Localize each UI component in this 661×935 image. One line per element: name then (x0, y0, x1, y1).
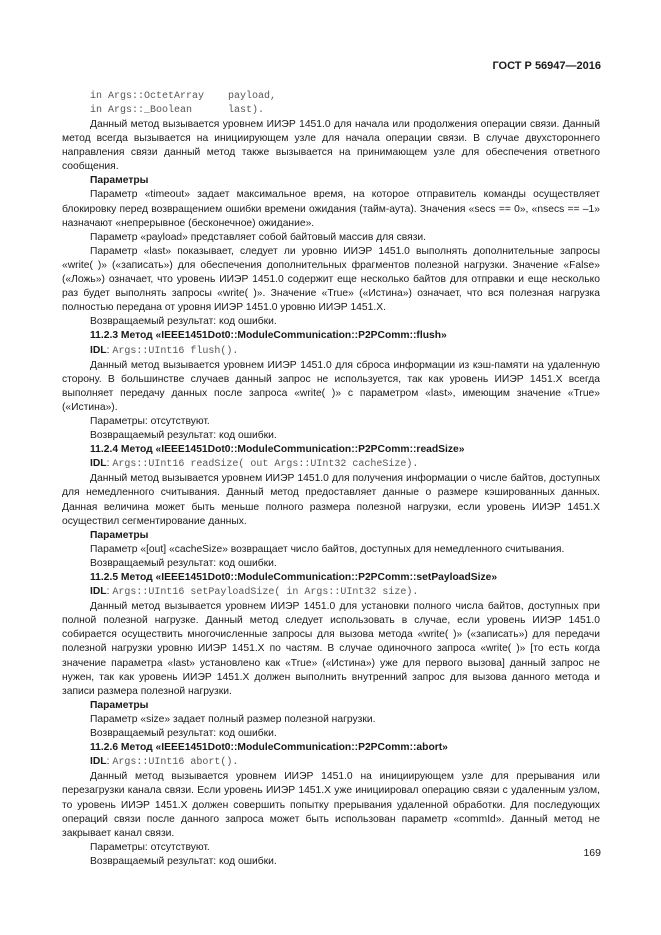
paragraph: Возвращаемый результат: код ошибки. (90, 316, 277, 328)
paragraph: Возвращаемый результат: код ошибки. (90, 728, 277, 740)
paragraph: Данный метод вызывается уровнем ИИЭР 1451.0 на инициирующем узле для прерывания или перезагрузки канала связи. Если уровень ИИЭР 1451.X уже инициировал операцию связи с удаленным узлом, то уровень ИИЭР 1451.X должен совершить попытку прерывания удаленной обработки. Для последующих операций связи после данного запроса может быть использован параметр «commId». Данный метод не закрывает канал связи. (62, 771, 600, 839)
paragraph: Параметр «timeout» задает максимальное время, на которое отправитель команды осуществляет блокировку перед возвращением ошибки времени ожидания (тайм-аута). Значения «secs == 0», «nsecs == –1» назначают «непрерывное (бесконечное) ожидание». (62, 189, 600, 229)
parameters-heading: Параметры (90, 699, 149, 711)
paragraph: Параметры: отсутствуют. (90, 841, 210, 853)
section-heading: 11.2.4 Метод «IEEE1451Dot0::ModuleCommunication::P2PComm::readSize» (90, 444, 465, 456)
idl-code: Args::UInt16 flush(). (112, 345, 239, 357)
paragraph: Параметр «[out] «cacheSize» возвращает число байтов, доступных для немедленного считывания. (90, 543, 565, 555)
paragraph: Параметр «last» показывает, следует ли уровню ИИЭР 1451.0 выполнять дополнительные запросы «write( )» («записать») для обеспечения дополнительных фрагментов полезной нагрузки. Значение «False» («Ложь») означает, что уровень ИИЭР 1451.0 содержит еще несколько байтов для отправки и еще несколько раз будет выполнять запросы «write( )». Значение «True» («Истина») означает, что вся полезная нагрузка полностью передана от уровня ИИЭР 1451.0 уровню ИИЭР 1451.X. (62, 245, 600, 314)
paragraph: Параметры: отсутствуют. (90, 415, 210, 427)
code-line: in Args::_Boolean last). (90, 105, 265, 116)
page-number: 169 (583, 847, 601, 859)
section-heading: 11.2.5 Метод «IEEE1451Dot0::ModuleCommunication::P2PComm::setPayloadSize» (90, 572, 498, 583)
idl-keyword: IDL (90, 458, 107, 470)
section-heading: 11.2.3 Метод «IEEE1451Dot0::ModuleCommunication::P2PComm::flush» (90, 330, 447, 342)
idl-code: Args::UInt16 readSize( out Args::UInt32 cacheSize). (112, 459, 419, 471)
parameters-heading: Параметры (90, 175, 149, 187)
idl-keyword: IDL (90, 756, 107, 768)
parameters-heading: Параметры (90, 529, 149, 541)
paragraph: Параметр «payload» представляет собой байтовый массив для связи. (90, 231, 427, 243)
paragraph: Данный метод вызывается уровнем ИИЭР 1451.0 для установки полного числа байтов, доступных при полной полезной нагрузке. Данный метод следует использовать в случае, если уровень ИИЭР 1451.0 собирается осуществить многочисленные запросы для вызова метода «write( )» («записать») для передачи полезной нагрузки уровню ИИЭР 1451.X по частям. В случае одиночного запроса «write( )» [то есть когда значение параметра «last» установлено как «True» («Истина») уже для первого вызова] данный запрос не нужен, так как уровень ИИЭР 1451.X должен выполнить внутренний запрос для вызова данного метода и записи размера полезной нагрузки. (62, 601, 600, 697)
paragraph: Параметр «size» задает полный размер полезной нагрузки. (90, 713, 376, 725)
idl-keyword: IDL (90, 344, 107, 356)
paragraph: Возвращаемый результат: код ошибки. (90, 557, 277, 569)
code-line: in Args::OctetArray payload, (90, 91, 277, 102)
paragraph: Возвращаемый результат: код ошибки. (90, 855, 277, 867)
standard-header: ГОСТ Р 56947—2016 (492, 60, 601, 72)
idl-keyword: IDL (90, 586, 107, 598)
page-content (62, 90, 600, 869)
paragraph: Данный метод вызывается уровнем ИИЭР 1451.0 для сброса информации из кэш-памяти на удаленную сторону. В большинстве случаев данный запрос не используется, так как уровень ИИЭР 1451.X всегда выполняет передачу данных после запроса «write( )» с параметром «last», имеющим значение «True» («Истина»). (62, 359, 600, 413)
idl-code: Args::UInt16 setPayloadSize( in Args::UInt32 size). (112, 587, 419, 599)
idl-signature: IDL: Args::UInt16 abort(). (90, 756, 239, 769)
paragraph: Данный метод вызывается уровнем ИИЭР 1451.0 для начала или продолжения операции связи. Данный метод всегда вызывается на инициирующем узле для начала операции связи. В случае двухстороннего направления связи данный метод также вызывается на принимающем узле для обеспечения ответного сообщения. (62, 119, 600, 173)
idl-code: Args::UInt16 abort(). (112, 757, 239, 769)
idl-signature: IDL: Args::UInt16 setPayloadSize( in Args::UInt32 size). (90, 586, 419, 599)
section-heading: 11.2.6 Метод «IEEE1451Dot0::ModuleCommunication::P2PComm::abort» (90, 742, 448, 754)
idl-signature: IDL: Args::UInt16 readSize( out Args::UInt32 cacheSize). (90, 458, 419, 471)
paragraph: Возвращаемый результат: код ошибки. (90, 430, 277, 442)
idl-signature: IDL: Args::UInt16 flush(). (90, 344, 239, 357)
paragraph: Данный метод вызывается уровнем ИИЭР 1451.0 для получения информации о числе байтов, доступных для немедленного считывания. Данный метод предоставляет данные о размере кэшированных данных. Данная величина может быть меньше полного размера полезной нагрузки, если уровень ИИЭР 1451.X осуществил сегментирование данных. (62, 473, 600, 527)
